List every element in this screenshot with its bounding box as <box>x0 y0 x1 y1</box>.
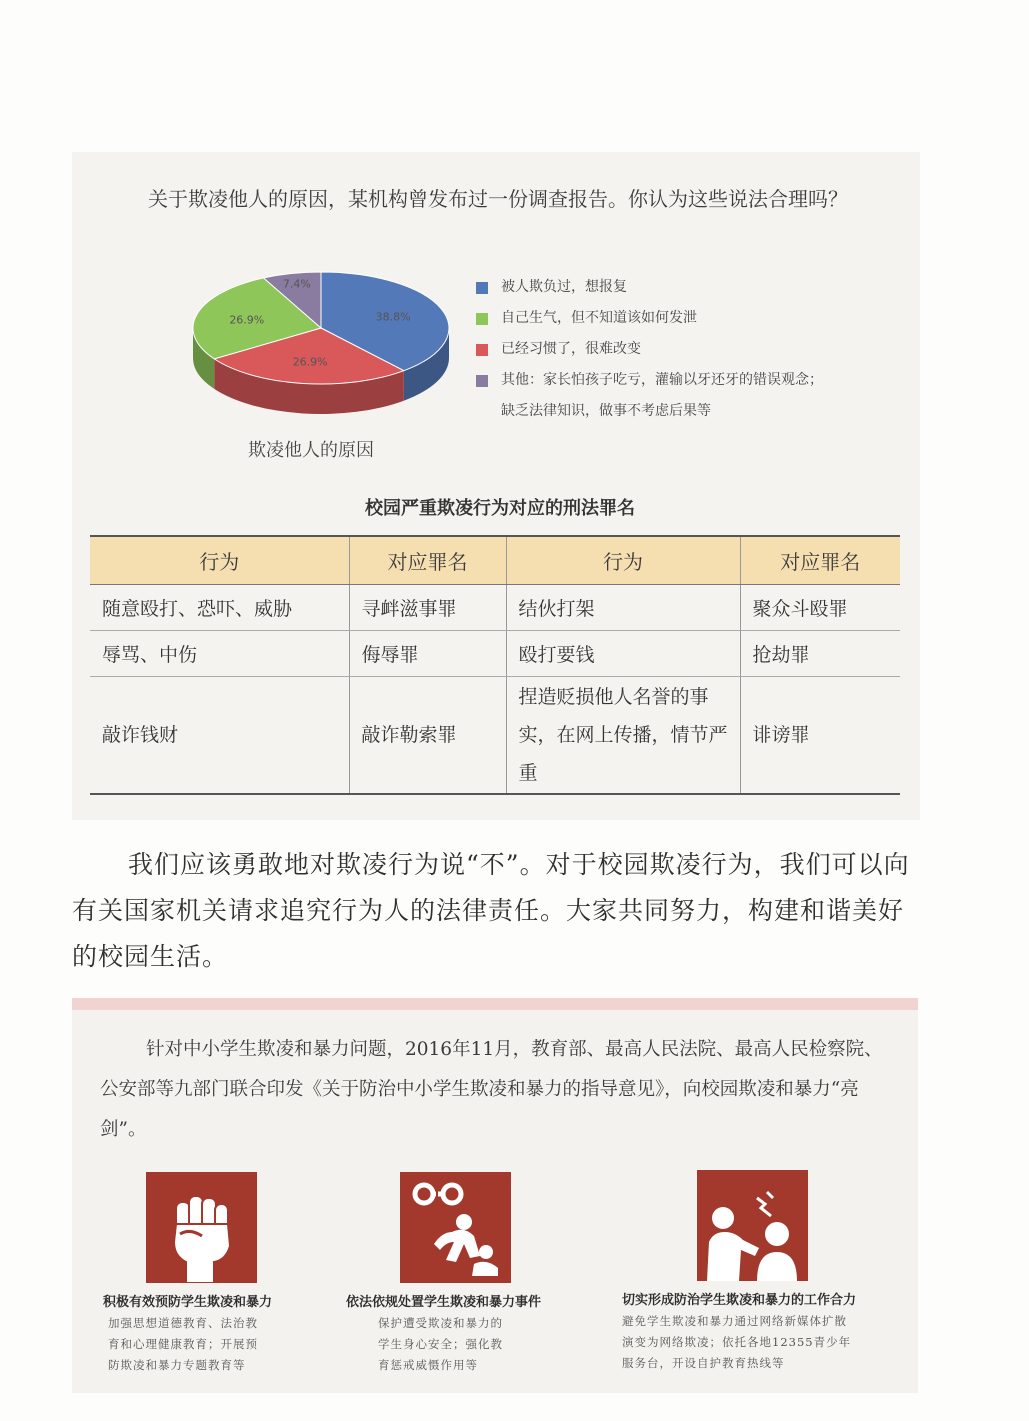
measure-title-cooperate: 切实形成防治学生欺凌和暴力的工作合力 <box>622 1293 857 1308</box>
comfort-icon <box>697 1170 808 1281</box>
intro-question: 关于欺凌他人的原因，某机构曾发布过一份调查报告。你认为这些说法合理吗？ <box>148 187 848 211</box>
legend-label: 已经习惯了，很难改变 <box>501 341 641 357</box>
table-cell: 敲诈钱财 <box>90 676 349 794</box>
measure-title-handle: 依法依规处置学生欺凌和暴力事件 <box>346 1295 542 1310</box>
handcuffs-icon <box>400 1172 511 1283</box>
desc-line: 避免学生欺凌和暴力通过网络新媒体扩散 <box>622 1314 847 1328</box>
legend-label: 自己生气，但不知道该如何发泄 <box>501 310 697 326</box>
desc-line: 保护遭受欺凌和暴力的 <box>378 1316 503 1330</box>
table-cell: 聚众斗殴罪 <box>740 584 900 630</box>
table-cell: 抢劫罪 <box>740 630 900 676</box>
legend-swatch <box>476 282 488 294</box>
desc-line: 防欺凌和暴力专题教育等 <box>108 1358 246 1372</box>
table-cell: 寻衅滋事罪 <box>349 584 506 630</box>
legend-label: 缺乏法律知识，做事不考虑后果等 <box>501 403 711 419</box>
table-cell: 捏造贬损他人名誉的事实，在网上传播，情节严重 <box>506 676 740 794</box>
table-row <box>90 584 900 630</box>
measure-desc-prevent <box>108 1313 258 1376</box>
table-cell: 结伙打架 <box>506 584 740 630</box>
table-row <box>90 676 900 794</box>
pie-chart <box>186 266 456 436</box>
pie-data-label: 26.9% <box>292 355 328 369</box>
info-paragraph: 针对中小学生欺凌和暴力问题，2016年11月，教育部、最高人民法院、最高人民检察院、公安部等九部门联合印发《关于防治中小学生欺凌和暴力的指导意见》，向校园欺凌和暴力“亮剑”。 <box>100 1039 883 1140</box>
legend-swatch <box>476 313 488 325</box>
pie-data-label: 26.9% <box>229 313 265 327</box>
desc-line: 演变为网络欺凌；依托各地12355青少年 <box>622 1335 852 1349</box>
table-cell: 敲诈勒索罪 <box>349 676 506 794</box>
chart-legend <box>476 276 916 419</box>
chart-title: 欺凌他人的原因 <box>248 440 374 461</box>
desc-line: 学生身心安全；强化教 <box>378 1337 503 1351</box>
table-row <box>90 630 900 676</box>
legend-item <box>476 369 916 419</box>
table-cell: 诽谤罪 <box>740 676 900 794</box>
legend-label: 被人欺负过，想报复 <box>501 279 627 295</box>
header-crime-1: 对应罪名 <box>349 536 506 584</box>
table-cell: 随意殴打、恐吓、威胁 <box>90 584 349 630</box>
table-cell: 侮辱罪 <box>349 630 506 676</box>
table-title: 校园严重欺凌行为对应的刑法罪名 <box>365 498 635 519</box>
desc-line: 育惩戒威慑作用等 <box>378 1358 478 1372</box>
body-paragraph: 我们应该勇敢地对欺凌行为说“不”。对于校园欺凌行为，我们可以向有关国家机关请求追究行为人的法律责任。大家共同努力，构建和谐美好的校园生活。 <box>72 850 910 971</box>
pie-data-label: 7.4% <box>282 277 311 291</box>
legend-label: 其他：家长怕孩子吃亏，灌输以牙还牙的错误观念； <box>501 372 823 388</box>
info-panel-stripe <box>72 998 918 1010</box>
measure-desc-handle <box>378 1313 503 1376</box>
desc-line: 加强思想道德教育、法治教 <box>108 1316 258 1330</box>
pie-data-label: 38.8% <box>375 310 411 324</box>
crime-table <box>90 535 900 795</box>
measure-desc-cooperate <box>622 1311 851 1374</box>
measure-title-prevent: 积极有效预防学生欺凌和暴力 <box>103 1295 273 1310</box>
header-crime-2: 对应罪名 <box>740 536 900 584</box>
fist-icon <box>146 1172 257 1283</box>
desc-line: 服务台，开设自护教育热线等 <box>622 1356 785 1370</box>
table-cell: 殴打要钱 <box>506 630 740 676</box>
header-behavior-1: 行为 <box>90 536 349 584</box>
legend-swatch <box>476 344 488 356</box>
table-header-row <box>90 536 900 584</box>
legend-swatch <box>476 375 488 387</box>
table-cell: 辱骂、中伤 <box>90 630 349 676</box>
header-behavior-2: 行为 <box>506 536 740 584</box>
desc-line: 育和心理健康教育；开展预 <box>108 1337 258 1351</box>
